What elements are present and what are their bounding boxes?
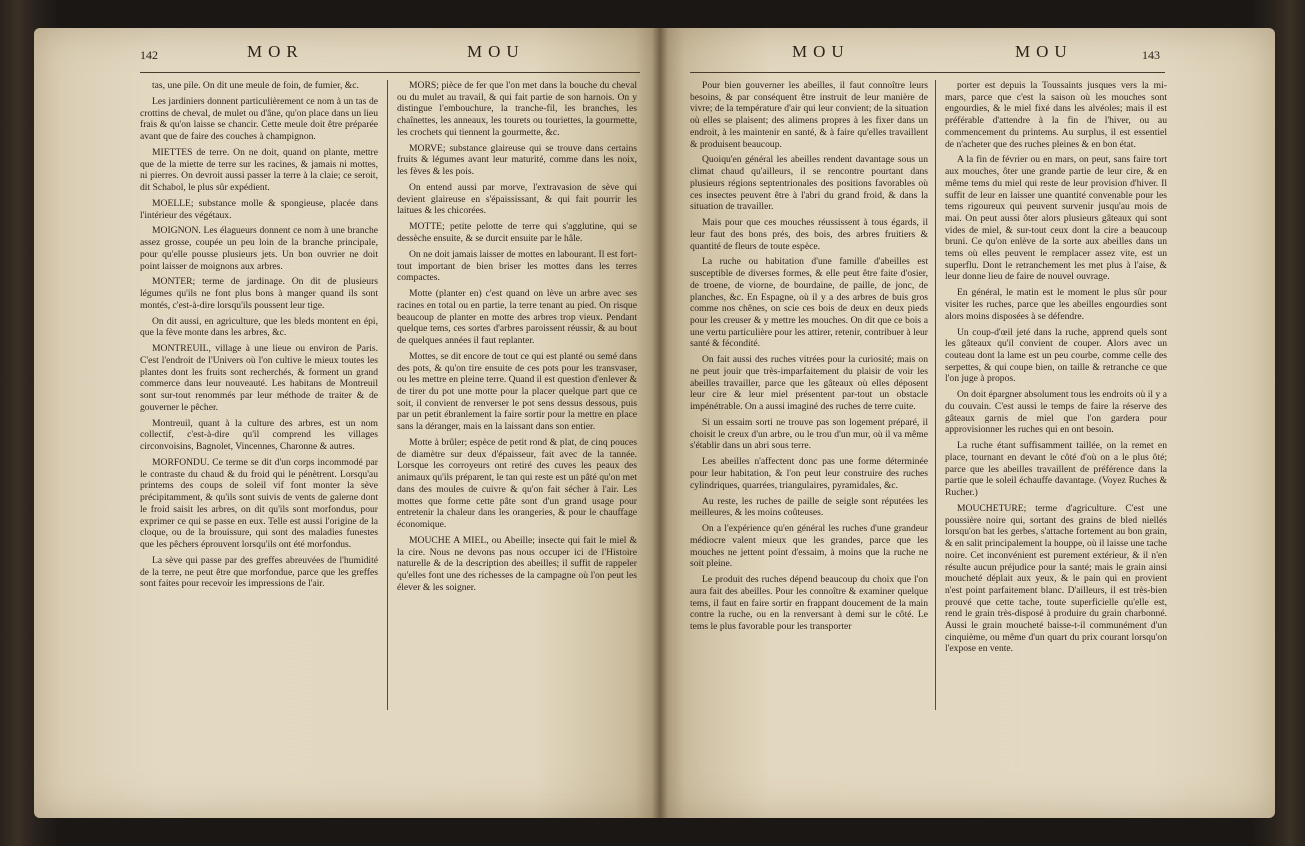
paragraph: tas, une pile. On dit une meule de foin, de fumier, &c.: [152, 80, 359, 91]
header-rule-right: [690, 72, 1165, 73]
header-rule-left: [140, 72, 640, 73]
paragraph: MORFONDU. Ce terme se dit d'un corps incommodé par le contraste du chaud & du froid qui le pénètrent. Lorsqu'au printems des coups de soleil vif font monter la sève précipitamment, & qu'ils sont suivis de vents de galerne dont le froid saisit les arbres, on dit qu'ils sont morfondus, pour exprimer ce qui se passe en eux. Telle est aussi l'origine de la cloque, ou de la brouissure, qui sont des maladies funestes que les pêchers éprouvent lorsqu'ils ont été morfondus.: [140, 457, 378, 550]
paragraph: porter est depuis la Toussaints jusques vers la mi-mars, parce que c'est la saison où les mouches sont engourdies, & le miel fixé dans les alvéoles; mais il est préférable d'attendre à la fin de l'hiver, ou au commencement du printems. Au surplus, il est essentiel de n'acheter que des ruches pleines & en bon état.: [945, 80, 1167, 150]
running-head-left-a: MOR: [247, 42, 304, 61]
left-page-column-2: [397, 80, 637, 598]
column-rule-right: [935, 80, 936, 710]
paragraph: On a l'expérience qu'en général les ruches d'une grandeur médiocre valent mieux que les grandes, parce que les mouches ne jettent point d'essaim, à moins que la ruche ne soit pleine.: [690, 523, 928, 570]
paragraph: On dit aussi, en agriculture, que les bleds montent en épi, que la fève monte dans les arbres, &c.: [140, 315, 378, 339]
paragraph: Mottes, se dit encore de tout ce qui est planté ou semé dans des pots, & qu'on tire ensuite de ces pots pour les transvaser, ou les mettre en pleine terre. Quand il est question d'enlever & de tirer du pot une motte pour la placer quelque part que ce soit, il convient de renverser le pot sens dessus dessous, puis par un petit ébranlement la faire sortir pour la mettre en place sans la déranger, mais en la laissant dans son entier.: [397, 350, 637, 433]
running-head-right-b: MOU: [1015, 42, 1073, 61]
right-page-column-2: [945, 80, 1167, 659]
paragraph: Mais pour que ces mouches réussissent à tous égards, il leur faut des bons prés, des bois, des arbres fruitiers & quantité de fleurs de toute espèce.: [690, 217, 928, 252]
paragraph: La ruche ou habitation d'une famille d'abeilles est susceptible de diverses formes, & elle peut être faite d'osier, de troene, de viorne, de bourdaine, de paille, de jonc, de planches, &c. En Espagne, où il y a des arbres de buis gros comme nos chênes, on scie ces bois de deux en deux pieds pour les creuser & y mettre les mouches. On dit que ce bois a une vertu particulière pour les attirer, retenir, contribuer à leur santé & fécondité.: [690, 256, 928, 350]
page-number-left: 142: [140, 48, 158, 62]
paragraph: MOELLE; substance molle & spongieuse, placée dans l'intérieur des végétaux.: [140, 197, 378, 221]
paragraph: On entend aussi par morve, l'extravasion de sève qui devient glaireuse en s'épaississant, & qui fait pourrir les laitues & les chicorées.: [397, 182, 637, 217]
paragraph: Au reste, les ruches de paille de seigle sont réputées les meilleures, & les moins coûteuses.: [690, 495, 928, 519]
paragraph: Les jardiniers donnent particulièrement ce nom à un tas de crottins de cheval, de mulet ou d'âne, qu'on place dans un lieu frais & qu'on laisse se chancir. Cette meule doit être préparée avant que de faire des couches à champignon.: [140, 95, 378, 142]
paragraph: On fait aussi des ruches vitrées pour la curiosité; mais on ne peut jouir que très-imparfaitement du plaisir de voir les abeilles travailler, parce que les gâteaux où elles déposent leur cire & leur miel présentent par-tout un obstacle impénétrable. On a aussi imaginé des ruches de terre cuite.: [690, 354, 928, 413]
paragraph: MIETTES de terre. On ne doit, quand on plante, mettre que de la miette de terre sur les racines, & jamais ni mottes, ni pierres. On devroit aussi passer la terre à la claie; ce seroit, dit Schabol, le plus sûr expédient.: [140, 146, 378, 193]
paragraph: La ruche étant suffisamment taillée, on la remet en place, tournant en devant le côté d'où on a le plus ôté; parce que les abeilles travaillent de préférence dans la partie que le soleil échauffe davantage. (Voyez Ruches & Rucher.): [945, 440, 1167, 499]
page-number-right: 143: [1142, 48, 1160, 62]
paragraph: A la fin de février ou en mars, on peut, sans faire tort aux mouches, ôter une grande partie de leur cire, & en même tems du miel qui reste de leur provision d'hiver. Il suffit de leur en laisser une quantité convenable pour les tems rigoureux qui peuvent survenir jusqu'au mois de mai. On peut aussi ôter alors plusieurs gâteaux qui sont vides de miel, & sur-tout ceux dont la cire a beaucoup bruni. Ce qu'on enlève de la sorte aux abeilles dans un tems où elles peuvent le remplacer assez vite, est un superflu. Dont le retranchement les met plus à l'aise, & leur donne lieu de faire de nouvel ouvrage.: [945, 154, 1167, 283]
running-head-left-b: MOU: [467, 42, 525, 61]
left-page-column-1: [140, 80, 378, 594]
paragraph: MORS; pièce de fer que l'on met dans la bouche du cheval ou du mulet au travail, & qui fait partie de son harnois. On y distingue l'embouchure, la tranche-fil, les branches, les chaînettes, les anneaux, les tourets ou touriettes, la gourmette, les crochets qui tiennent la gourmette, &c.: [397, 80, 637, 138]
paragraph: Pour bien gouverner les abeilles, il faut connoître leurs besoins, & par conséquent être instruit de leur manière de vivre; de la température d'air qui leur convient; de la situation où elles se plaisent; des alimens propres à les fixer dans un endroit, à les maintenir en santé, & à faire qu'elles travaillent & produisent beaucoup.: [690, 80, 928, 150]
paragraph: MOUCHETURE; terme d'agriculture. C'est une poussière noire qui, sortant des grains de bled niellés lorsqu'on bat les gerbes, s'attache fortement au bon grain, & en salit principalement la houppe, où il laisse une tache noire. Cet inconvénient est purement extérieur, & il n'en résulte aucun préjudice pour la santé; mais le grain ainsi moucheté déplait aux yeux, & le pain qui en provient n'est point parfaitement blanc. D'ailleurs, il est très-bien prouvé que cette tache, toute superficielle qu'elle est, rend le grain très-disposé à produire du grain charbonné. Aussi le grain moucheté baisse-t-il communément d'un cinquième, ou même d'un quart du prix courant lorsqu'on l'expose en vente.: [945, 503, 1167, 655]
paragraph: MOTTE; petite pelotte de terre qui s'agglutine, qui se dessèche ensuite, & se durcit ensuite par le hâle.: [397, 221, 637, 244]
paragraph: Montreuil, quant à la culture des arbres, est un nom collectif, c'est-à-dire qu'il comprend les villages circonvoisins, Bagnolet, Vincennes, Charonne & autres.: [140, 417, 378, 453]
right-page-column-1: [690, 80, 928, 637]
paragraph: Un coup-d'œil jeté dans la ruche, apprend quels sont les gâteaux qu'il convient de couper. Alors avec un couteau dont la lame est un peu courbe, comme celle des serpettes, & qui coupe bien, on taille & retranche ce que l'on juge à propos.: [945, 326, 1167, 385]
paragraph: MONTREUIL, village à une lieue ou environ de Paris. C'est l'endroit de l'Univers où l'on cultive le mieux toutes les plantes dont les fruits sont recherchés, & forment un grand commerce dans leur nouveauté. Les habitans de Montreuil sont sur-tout renommés par leur méthode de traiter & de gouverner le pêcher.: [140, 343, 378, 413]
paragraph: MOIGNON. Les élagueurs donnent ce nom à une branche assez grosse, coupée un peu loin de la branche principale, pour qu'elle pousse plusieurs jets. Un bon ouvrier ne doit point laisser de moignons aux arbres.: [140, 225, 378, 272]
paragraph: Motte (planter en) c'est quand on lève un arbre avec ses racines en total ou en partie, la terre tenant au pied. On risque beaucoup de planter en motte des arbres trop vieux. Pendant quelque tems, ces sortes d'arbres paroissent réussir, & au bout de quelques années il faut replanter.: [397, 288, 637, 346]
paragraph: La sève qui passe par des greffes abreuvées de l'humidité de la terre, ne peut être que morfondue, parce que les greffes sont faites pour recevoir les impressions de l'air.: [140, 554, 378, 590]
column-rule-left: [387, 80, 388, 710]
paragraph: Les abeilles n'affectent donc pas une forme déterminée pour leur habitation, & l'on peut leur construire des ruches cylindriques, quarrées, triangulaires, pyramidales, &c.: [690, 456, 928, 491]
paragraph: Si un essaim sorti ne trouve pas son logement préparé, il choisit le creux d'un arbre, ou le trou d'un mur, où il va même s'établir dans un abri sous terre.: [690, 416, 928, 452]
paragraph: MONTER; terme de jardinage. On dit de plusieurs légumes qu'ils ne font plus bons à manger quand ils sont montés, c'est-à-dire lorsqu'ils poussent leur tige.: [140, 276, 378, 311]
paragraph: On doit épargner absolument tous les endroits où il y a du couvain. C'est aussi le temps de faire la réserve des gâteaux garnis de miel que l'on gardera pour approvisionner les ruches qui en ont besoin.: [945, 389, 1167, 436]
paragraph: Motte à brûler; espèce de petit rond & plat, de cinq pouces de diamètre sur deux d'épaisseur, fait avec de la tannée. Lorsque les corroyeurs ont retiré des cuves les peaux des animaux qu'ils préparent, le tan qui reste est un pâté qu'on met dans des moules de cuivre & qu'on fait sécher à l'air. Les mottes que forme cette pâte sont d'un grand usage pour entretenir la chaleur dans les orangeries, & pour le chauffage économique.: [397, 437, 637, 530]
running-head-right-a: MOU: [792, 42, 850, 61]
paragraph: MOUCHE A MIEL, ou Abeille; insecte qui fait le miel & la cire. Nous ne devons pas nous occuper ici de l'Histoire naturelle & de la description des abeilles; il suffit de rappeler qu'elles font une des richesses de la campagne où l'on peut les élever & les soigner.: [397, 534, 637, 593]
book-gutter: [652, 28, 668, 818]
paragraph: On ne doit jamais laisser de mottes en labourant. Il est fort-tout important de bien briser les mottes dans les terres compactes.: [397, 248, 637, 284]
paragraph: Quoiqu'en général les abeilles rendent davantage sous un climat chaud qu'ailleurs, il se rencontre pourtant dans plusieurs régions septentrionales des positions favorables où ces insectes peuvent être à l'abri du grand froid, & dans la situation de travailler.: [690, 154, 928, 213]
paragraph: En général, le matin est le moment le plus sûr pour visiter les ruches, parce que les abeilles engourdies sont alors moins disposées à se défendre.: [945, 287, 1167, 322]
paragraph: Le produit des ruches dépend beaucoup du choix que l'on aura fait des abeilles. Pour les connoître & examiner quelque tems, il faut en faire sortir en frappant doucement de la main contre la ruche, ou en la renversant à demi sur le côté. Le tems le plus favorable pour les transporter: [690, 574, 928, 632]
paragraph: MORVE; substance glaireuse qui se trouve dans certains fruits & légumes avant leur maturité, comme dans les noix, les fèves & les pois.: [397, 142, 637, 178]
